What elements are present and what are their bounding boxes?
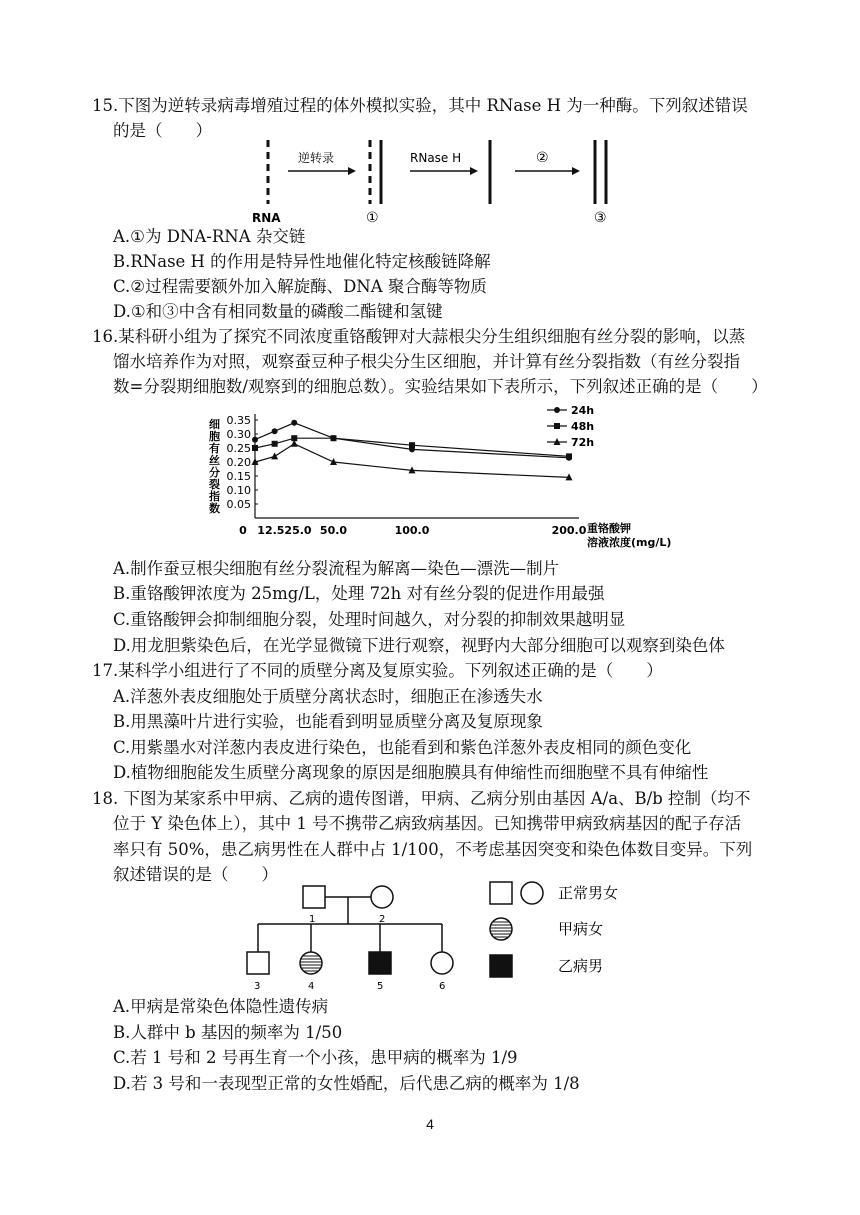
x-axis-label-line1: 重铬酸钾 <box>587 522 631 535</box>
q15-option-d: D.①和③中含有相同数量的磷酸二酯键和氢键 <box>113 302 443 321</box>
legend-b-label: 乙病男 <box>558 957 604 975</box>
point-72h <box>271 452 278 459</box>
legend-a-label: 甲病女 <box>558 920 604 938</box>
individual-3 <box>247 952 269 974</box>
y-axis-label-char: 丝 <box>209 454 220 467</box>
q18-stem-line2: 位于 Y 染色体上），其中 1 号不携带乙病致病基因。已知携带甲病致病基因的配子存活 <box>113 814 742 833</box>
q17-stem: 17.某科学小组进行了不同的质壁分离及复原实验。下列叙述正确的是（ ） <box>92 661 663 680</box>
q15-option-a: A.①为 DNA-RNA 杂交链 <box>113 227 306 246</box>
legend-normal-female <box>521 882 543 904</box>
y-tick-label: 0.15 <box>226 470 251 483</box>
q17-option-c: C.用紫墨水对洋葱内表皮进行染色，也能看到和紫色洋葱外表皮相同的颜色变化 <box>113 738 692 757</box>
pedigree-diagram <box>240 880 660 995</box>
q17-option-b: B.用黑藻叶片进行实验，也能看到明显质壁分离及复原现象 <box>113 712 543 731</box>
individual-1 <box>303 886 325 908</box>
point-48h <box>409 442 415 448</box>
label-3: ③ <box>594 210 607 226</box>
q18-stem-line3: 率只有 50%，患乙病男性在人群中占 1/100，不考虑基因突变和染色体数目变异。下列 <box>113 840 753 859</box>
q15-stem-line1: 15.下图为逆转录病毒增殖过程的体外模拟实验，其中 RNase H 为一种酶。下列叙述错误 <box>92 96 748 115</box>
q18-option-b: B.人群中 b 基因的频率为 1/50 <box>113 1023 343 1042</box>
x-tick-label: 0 <box>239 524 247 537</box>
individual-5 <box>369 952 391 974</box>
y-tick-label: 0.05 <box>226 498 251 511</box>
point-48h <box>566 453 572 459</box>
y-tick-label: 0.25 <box>226 442 251 455</box>
q16-option-a: A.制作蚕豆根尖细胞有丝分裂流程为解离—染色—漂洗—制片 <box>113 559 560 578</box>
individual-4 <box>298 952 324 974</box>
arrow1-label: 逆转录 <box>298 151 335 165</box>
legend-normal-male <box>490 882 512 904</box>
point-24h <box>291 420 297 426</box>
label-rna: RNA <box>252 211 281 225</box>
individual-2 <box>371 886 393 908</box>
q18-stem-line4: 叙述错误的是（ ） <box>113 865 278 884</box>
mitotic-index-chart <box>195 400 675 555</box>
y-axis-label-char: 胞 <box>209 430 220 443</box>
label-1: ① <box>366 210 379 226</box>
svg-text:1: 1 <box>309 914 316 925</box>
q15-diagram <box>240 138 640 230</box>
svg-text:5: 5 <box>377 981 384 992</box>
y-axis-label-char: 有 <box>209 442 220 455</box>
legend-disease-b-male <box>490 955 512 977</box>
y-axis-label-char: 指 <box>209 490 220 503</box>
y-tick-label: 0.20 <box>226 456 251 469</box>
q16-option-b: B.重铬酸钾浓度为 25mg/L，处理 72h 对有丝分裂的促进作用最强 <box>113 584 605 603</box>
legend-label-48h: 48h <box>571 420 595 433</box>
q18-option-a: A.甲病是常染色体隐性遗传病 <box>113 997 329 1016</box>
svg-text:3: 3 <box>254 981 261 992</box>
y-axis-label-char: 分 <box>209 466 220 479</box>
q15-stem-line2: 的是（ ） <box>113 121 212 140</box>
y-tick-label: 0.30 <box>226 428 251 441</box>
q16-option-d: D.用龙胆紫染色后，在光学显微镜下进行观察，视野内大部分细胞可以观察到染色体 <box>113 636 725 655</box>
q17-option-d: D.植物细胞能发生质壁分离现象的原因是细胞膜具有伸缩性而细胞壁不具有伸缩性 <box>113 763 709 782</box>
q18-stem-line1: 18. 下图为某家系中甲病、乙病的遗传图谱，甲病、乙病分别由基因 A/a、B/b 控制（均不 <box>92 789 751 808</box>
q18-option-c: C.若 1 号和 2 号再生育一个小孩，患甲病的概率为 1/9 <box>113 1048 518 1067</box>
x-tick-label: 100.0 <box>394 524 430 537</box>
y-tick-label: 0.35 <box>226 414 251 427</box>
legend-disease-a-female <box>488 918 514 940</box>
x-tick-label: 50.0 <box>319 524 348 537</box>
svg-text:2: 2 <box>379 914 386 925</box>
arrow3-label: ② <box>536 150 549 166</box>
legend-marker-24h <box>554 407 560 413</box>
legend-marker-48h <box>554 423 560 429</box>
q18-option-d: D.若 3 号和一表现型正常的女性婚配，后代患乙病的概率为 1/8 <box>113 1074 580 1093</box>
individual-6 <box>431 952 453 974</box>
x-tick-label: 12.525.0 <box>257 524 312 537</box>
q15-option-c: C.②过程需要额外加入解旋酶、DNA 聚合酶等物质 <box>113 277 487 296</box>
legend-label-72h: 72h <box>571 436 595 449</box>
q16-stem-line1: 16.某科研小组为了探究不同浓度重铬酸钾对大蒜根尖分生组织细胞有丝分裂的影响，以蒸 <box>92 327 746 346</box>
y-axis-label-char: 裂 <box>209 478 220 491</box>
q16-stem-line2: 馏水培养作为对照，观察蚕豆种子根尖分生区细胞，并计算有丝分裂指数（有丝分裂指 <box>113 352 740 371</box>
q16-option-c: C.重铬酸钾会抑制细胞分裂，处理时间越久，对分裂的抑制效果越明显 <box>113 610 626 629</box>
point-24h <box>272 428 278 434</box>
y-axis-label-char: 数 <box>209 502 220 515</box>
point-24h <box>252 437 258 443</box>
point-48h <box>252 445 258 451</box>
q17-option-a: A.洋葱外表皮细胞处于质壁分离状态时，细胞正在渗透失水 <box>113 687 543 706</box>
point-48h <box>272 441 278 447</box>
x-tick-label: 200.0 <box>551 524 587 537</box>
point-48h <box>331 435 337 441</box>
y-tick-label: 0.10 <box>226 484 251 497</box>
svg-text:6: 6 <box>439 981 446 992</box>
legend-label-24h: 24h <box>571 404 595 417</box>
page-number: 4 <box>426 1116 434 1132</box>
legend-normal-label: 正常男女 <box>558 884 619 902</box>
arrow2-label: RNase H <box>410 151 462 165</box>
x-axis-label-line2: 溶液浓度(mg/L) <box>587 536 672 549</box>
q16-stem-line3: 数=分裂期细胞数/观察到的细胞总数）。实验结果如下表所示，下列叙述正确的是（ ） <box>113 377 768 396</box>
svg-text:4: 4 <box>308 981 315 992</box>
y-axis-label-char: 细 <box>209 418 220 431</box>
q15-option-b: B.RNase H 的作用是特异性地催化特定核酸链降解 <box>113 252 491 271</box>
